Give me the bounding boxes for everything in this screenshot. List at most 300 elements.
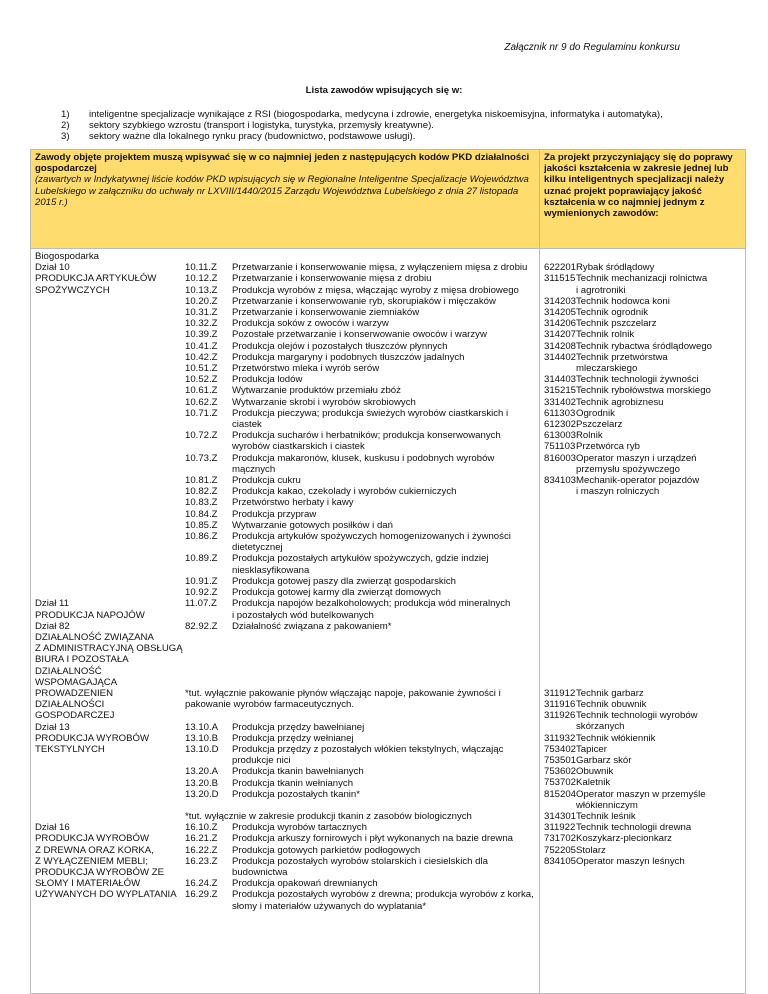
profession-code: 311912 [544, 687, 576, 699]
pkd-row [35, 733, 535, 744]
profession-name: Technik włókiennik [576, 732, 656, 744]
pkd-description: Produkcja makaronów, klusek, kuskusu i podobnych wyrobów mącznych [232, 452, 495, 475]
pkd-description: Produkcja przędzy z pozostałych włókien tekstylnych, włączając [232, 743, 504, 755]
profession-name: Pszczelarz [576, 419, 623, 431]
profession-row [544, 385, 741, 396]
division-label: BIURA I POZOSTAŁA [35, 654, 129, 666]
pkd-row [35, 755, 535, 766]
profession-row [544, 766, 741, 777]
division-label [35, 565, 185, 576]
profession-row [544, 744, 741, 755]
profession-row [544, 733, 741, 744]
pkd-description [232, 677, 535, 688]
pkd-row [35, 699, 535, 721]
pkd-code: 10.83.Z [185, 497, 218, 509]
pkd-description: Produkcja opakowań drewnianych [232, 878, 378, 890]
pkd-row [35, 285, 535, 296]
profession-row [544, 419, 741, 430]
division-label [35, 363, 185, 374]
profession-code: 613003 [544, 430, 577, 442]
profession-name: Ogrodnik [576, 407, 615, 419]
pkd-list-cell [31, 249, 540, 994]
pkd-code: 13.20.B [185, 777, 219, 789]
pkd-code: 13.20.D [185, 788, 219, 800]
pkd-code: 10.13.Z [185, 284, 218, 296]
pkd-description: Produkcja przędzy wełnianej [232, 732, 354, 744]
division-label [35, 576, 185, 587]
pkd-description: Produkcja pozostałych wyrobów z drewna; produkcja wyrobów z korka, [232, 889, 534, 901]
pkd-code [185, 565, 232, 576]
profession-code: 834103 [544, 475, 577, 487]
profession-name: Technik rybołówstwa morskiego [576, 385, 711, 397]
pkd-description: Produkcja artykułów spożywczych homogenizowanych i żywności [232, 531, 511, 543]
pkd-description: wyrobów ciastkarskich i ciastek [232, 441, 365, 453]
profession-row [544, 811, 741, 822]
pkd-code [185, 610, 232, 621]
profession-name: Przetwórca ryb [576, 441, 640, 453]
pkd-description: Produkcja gotowej karmy dla zwierząt domowych [232, 587, 442, 599]
profession-row [544, 464, 741, 475]
intro-list [61, 109, 701, 143]
profession-row [544, 430, 741, 441]
profession-name: Obuwnik [576, 766, 614, 778]
pkd-row [35, 666, 535, 677]
division-label [35, 587, 185, 598]
pkd-code: 13.10.D [185, 743, 219, 755]
pkd-row [35, 273, 535, 284]
pkd-description: Produkcja pozostałych wyrobów stolarskich i ciesielskich dla [232, 855, 488, 867]
division-label [35, 430, 185, 441]
pkd-row [35, 509, 535, 520]
profession-row [544, 318, 741, 329]
profession-code: 314206 [544, 318, 577, 330]
division-label: TEKSTYLNYCH [35, 743, 105, 755]
pkd-description: Produkcja sucharów i herbatników; produkcja konserwowanych [232, 430, 501, 442]
intro-item [61, 131, 701, 142]
profession-row [544, 845, 741, 856]
section-label: Biogospodarka [35, 251, 100, 262]
division-label: Dział 11 [35, 598, 69, 610]
pkd-code: 10.86.Z [185, 531, 218, 543]
profession-code: 815204 [544, 788, 577, 800]
pkd-row [35, 778, 535, 789]
pkd-description: Wytwarzanie skrobi i wyrobów skrobiowych [232, 396, 416, 408]
division-label [35, 475, 185, 486]
packaging-note: *tut. wyłącznie pakowanie płynów włączając napoje, pakowanie żywności i [185, 687, 501, 699]
profession-code: 816003 [544, 452, 577, 464]
profession-code [544, 721, 576, 732]
pkd-description: Przetwarzanie i konserwowanie ryb, skorupiaków i mięczaków [232, 295, 496, 307]
profession-code: 834105 [544, 855, 577, 867]
pkd-code: 10.62.Z [185, 396, 218, 408]
pkd-description: Produkcja pozostałych tkanin* [232, 788, 360, 800]
profession-name: i agrotroniki [576, 284, 626, 296]
pkd-code: 10.51.Z [185, 363, 218, 375]
profession-name: Technik ogrodnik [576, 307, 648, 318]
profession-name: Technik hodowca koni [576, 295, 670, 307]
profession-row [544, 397, 741, 408]
intro-item [61, 120, 701, 131]
profession-code: 314402 [544, 351, 577, 363]
pkd-row [35, 542, 535, 553]
pkd-code: 10.12.Z [185, 273, 218, 285]
profession-name: Technik rolnik [576, 329, 635, 341]
pkd-code: 10.92.Z [185, 587, 218, 599]
pkd-description: Produkcja gotowych parkietów podłogowych [232, 844, 421, 856]
pkd-row [35, 822, 535, 833]
pkd-code: 10.61.Z [185, 385, 218, 397]
profession-name: Rybak śródlądowy [576, 262, 655, 274]
profession-code [544, 363, 576, 374]
pkd-row [35, 553, 535, 564]
division-label [35, 397, 185, 408]
pkd-row [35, 374, 535, 385]
pkd-row [35, 576, 535, 587]
profession-name: Kaletnik [576, 777, 611, 789]
division-label: Z DREWNA ORAZ KORKA, [35, 844, 154, 856]
division-label [35, 329, 185, 340]
pkd-description: Produkcja wyrobów z mięsa, włączając wyroby z mięsa drobiowego [232, 284, 519, 296]
intro-item-number: 1) [61, 109, 70, 120]
division-label [35, 789, 185, 800]
pkd-description [232, 654, 535, 665]
profession-row [544, 721, 741, 732]
pkd-code: 10.52.Z [185, 374, 218, 386]
pkd-description: Przetwórstwo mleka i wyrób serów [232, 363, 380, 375]
pkd-description: Przetwarzanie i konserwowanie ziemniaków [232, 307, 420, 319]
division-label [35, 766, 185, 777]
pkd-code: 10.82.Z [185, 486, 218, 498]
profession-code: 753402 [544, 743, 577, 755]
profession-name: Operator maszyn i urządzeń [576, 452, 697, 464]
profession-name: Stolarz [576, 844, 606, 856]
division-label: Dział 16 [35, 822, 70, 834]
profession-name: Technik obuwnik [576, 699, 647, 711]
pkd-description: Produkcja cukru [232, 475, 301, 487]
profession-code: 311926 [544, 710, 576, 722]
pkd-description: Produkcja napojów bezalkoholowych; produkcja wód mineralnych [232, 598, 511, 610]
pkd-code: 10.91.Z [185, 575, 218, 587]
pkd-description: niesklasyfikowana [232, 564, 310, 576]
pkd-code [185, 441, 232, 452]
pkd-description: Działalność związana z pakowaniem* [232, 620, 392, 632]
pkd-row [35, 766, 535, 777]
division-label [35, 307, 185, 318]
textile-note: *tut. wyłącznie w zakresie produkcji tkanin z zasobów biologicznych [185, 810, 472, 822]
profession-name: Technik mechanizacji rolnictwa [576, 273, 708, 285]
division-label: DZIAŁALNOŚĆ [35, 665, 102, 677]
pkd-description: Produkcja przypraw [232, 508, 317, 520]
division-label: PROWADZENIEN [35, 687, 113, 699]
profession-row [544, 822, 741, 833]
profession-name: Technik pszczelarz [576, 318, 657, 330]
division-label [35, 553, 185, 564]
profession-row [544, 453, 741, 464]
pkd-code: 16.10.Z [185, 822, 218, 834]
division-label: DZIAŁALNOŚCI GOSPODARCZEJ [35, 699, 115, 722]
profession-code: 311922 [544, 822, 576, 834]
profession-name: Technik przetwórstwa [576, 351, 668, 363]
profession-code: 315215 [544, 385, 577, 397]
division-label: UŻYWANYCH DO WYPLATANIA [35, 889, 177, 901]
profession-name: skórzanych [576, 721, 625, 733]
profession-code: 314203 [544, 295, 577, 307]
pkd-row [35, 889, 535, 900]
profession-name: Technik agrobiznesu [576, 396, 664, 408]
pkd-code: 13.10.B [185, 732, 219, 744]
profession-row [544, 486, 741, 497]
profession-row [544, 408, 741, 419]
division-label [35, 509, 185, 520]
pkd-row [35, 598, 535, 609]
division-label [35, 778, 185, 789]
division-label [35, 542, 185, 553]
pkd-code: 16.24.Z [185, 878, 218, 890]
profession-row [544, 441, 741, 452]
profession-row [544, 856, 741, 867]
division-label [35, 296, 185, 307]
pkd-row [35, 744, 535, 755]
division-label [35, 520, 185, 531]
pkd-description: dietetycznej [232, 542, 283, 554]
profession-row [544, 777, 741, 788]
profession-name: Rolnik [576, 430, 603, 442]
pkd-row [35, 497, 535, 508]
division-label: SŁOMY I MATERIAŁÓW [35, 878, 141, 890]
pkd-description: Przetwarzanie i konserwowanie mięsa, z wyłączeniem mięsa z drobiu [232, 262, 528, 274]
pkd-code [185, 654, 232, 665]
profession-name: Operator maszyn w przemyśle [576, 788, 706, 800]
pkd-code: 10.73.Z [185, 452, 218, 464]
profession-code [544, 464, 576, 475]
pkd-description: Produkcja kakao, czekolady i wyrobów cukierniczych [232, 486, 457, 498]
profession-row [544, 475, 741, 486]
division-label: PRODUKCJA WYROBÓW ZE [35, 866, 164, 878]
profession-code [544, 800, 576, 811]
profession-row [544, 374, 741, 385]
pkd-code: 10.85.Z [185, 519, 218, 531]
pkd-description [232, 632, 535, 643]
pkd-description: słomy i materiałów używanych do wyplatania* [232, 900, 427, 912]
pkd-description: Produkcja olejów i pozostałych tłuszczów płynnych [232, 340, 448, 352]
intro-item-text: sektory szybkiego wzrostu (transport i logistyka, turystyka, przemysły kreatywne). [89, 120, 434, 132]
profession-code [544, 486, 576, 497]
pkd-row [35, 262, 535, 273]
pkd-description: Produkcja pozostałych artykułów spożywczych, gdzie indziej [232, 553, 489, 565]
pkd-description [232, 666, 535, 677]
pkd-code: 10.42.Z [185, 351, 218, 363]
intro-item-text: inteligentne specjalizacje wynikające z RSI (biogospodarka, medycyna i zdrowie, energetyka niskoemisyjna, informatyka i automatyka), [89, 109, 663, 120]
profession-name: przemysłu spożywczego [576, 463, 680, 475]
profession-name: mleczarskiego [576, 363, 638, 375]
pkd-code: 10.41.Z [185, 340, 218, 352]
pkd-code: 10.71.Z [185, 407, 218, 419]
pkd-code: 10.84.Z [185, 508, 218, 520]
division-label [35, 352, 185, 363]
profession-row [544, 307, 741, 318]
pkd-description: Produkcja wyrobów tartacznych [232, 822, 367, 834]
profession-row [544, 699, 741, 710]
profession-code [544, 285, 576, 296]
pkd-row [35, 363, 535, 374]
pkd-row [35, 901, 535, 912]
division-label: PRODUKCJA ARTYKUŁÓW [35, 273, 157, 285]
professions-header-cell: Za projekt przyczyniający się do poprawy jakości kształcenia w zakresie jednej lub kilku inteligentnych specjalizacji należy uznać projekt poprawiający jakość kształcenia w co najmniej jednym z wymienionych zawodów: [540, 150, 746, 249]
profession-row [544, 688, 741, 699]
pkd-row [35, 352, 535, 363]
division-label: Dział 82 [35, 620, 70, 632]
division-label: WSPOMAGAJĄCA [35, 676, 118, 688]
pkd-code [185, 901, 232, 912]
profession-code: 753501 [544, 755, 577, 767]
division-label [35, 453, 185, 475]
pkd-description: Produkcja lodów [232, 374, 303, 386]
division-label [35, 531, 185, 542]
pkd-row [35, 341, 535, 352]
list-title: Lista zawodów wpisujących się w: [305, 85, 463, 96]
pkd-header-bold: Zawody objęte projektem muszą wpisywać się w co najmniej jeden z następujących kodów PKD działalności gospodarczej [35, 152, 530, 175]
intro-item-number: 2) [61, 120, 70, 132]
pkd-row [35, 845, 535, 856]
packaging-note: pakowanie wyrobów farmaceutycznych. [185, 699, 355, 711]
pkd-row [35, 441, 535, 452]
pkd-row [35, 475, 535, 486]
profession-row [544, 296, 741, 307]
division-label: DZIAŁALNOŚĆ ZWIĄZANA [35, 631, 154, 643]
pkd-code [185, 542, 232, 553]
profession-code: 753702 [544, 777, 577, 789]
pkd-description: Przetwórstwo herbaty i kawy [232, 497, 354, 509]
profession-name: i maszyn rolniczych [576, 486, 660, 498]
profession-row [544, 789, 741, 800]
pkd-row [35, 833, 535, 844]
pkd-code: 13.20.A [185, 766, 219, 778]
profession-code: 314301 [544, 811, 577, 823]
profession-code: 731702 [544, 833, 577, 845]
pkd-header-italic: (zawartych w Indykatywnej liście kodów PKD wpisujących się w Regionalne Inteligentne Specjalizacje Województwa Lubelskiego w załączniku do uchwały nr LXVIII/1440/2015 Zarządu Województwa Lubelskiego z dnia 27 listopada 2015 r.) [35, 174, 529, 208]
profession-name: Technik technologii drewna [576, 822, 692, 834]
division-label: SPOŻYWCZYCH [35, 284, 110, 296]
pkd-description: Produkcja gotowej paszy dla zwierząt gospodarskich [232, 575, 456, 587]
pkd-row [35, 486, 535, 497]
pkd-row [35, 856, 535, 867]
profession-code: 314207 [544, 329, 577, 341]
pkd-row [35, 621, 535, 632]
pkd-row [35, 878, 535, 889]
profession-name: Technik leśnik [576, 811, 636, 823]
profession-row [544, 352, 741, 363]
profession-row [544, 273, 741, 284]
profession-code: 311932 [544, 732, 576, 744]
division-label: Dział 13 [35, 721, 70, 733]
pkd-description: Wytwarzanie produktów przemiału zbóż [232, 385, 401, 397]
profession-name: Technik technologii żywności [576, 374, 699, 386]
pkd-description: budownictwa [232, 866, 288, 878]
profession-row [544, 262, 741, 273]
profession-code: 314208 [544, 340, 577, 352]
pkd-description: Produkcja tkanin bawełnianych [232, 766, 364, 778]
profession-name: Tapicer [576, 743, 607, 755]
division-label [35, 341, 185, 352]
pkd-description: Wytwarzanie gotowych posiłków i dań [232, 519, 393, 531]
attachment-note: Załącznik nr 9 do Regulaminu konkursu [504, 42, 680, 53]
pkd-code [185, 677, 232, 688]
profession-code: 611303 [544, 407, 576, 419]
profession-code: 314403 [544, 374, 577, 386]
profession-code: 311916 [544, 699, 576, 711]
division-label: Dział 10 [35, 262, 70, 274]
profession-name: Mechanik-operator pojazdów [576, 475, 700, 487]
pkd-code: 11.07.Z [185, 598, 217, 610]
profession-name: Technik garbarz [576, 687, 644, 699]
pkd-code [185, 632, 232, 643]
pkd-description: i pozostałych wód butelkowanych [232, 609, 374, 621]
pkd-code [185, 666, 232, 677]
pkd-row [35, 688, 535, 699]
pkd-description: Przetwarzanie i konserwowanie mięsa z drobiu [232, 273, 432, 285]
profession-row [544, 755, 741, 766]
pkd-row [35, 296, 535, 307]
pkd-row [35, 677, 535, 688]
profession-code: 314205 [544, 307, 577, 318]
pkd-description: Pozostałe przetwarzanie i konserwowanie owoców i warzyw [232, 329, 487, 341]
pkd-description: Produkcja przędzy bawełnianej [232, 721, 365, 733]
pkd-description: produkcje nici [232, 755, 291, 767]
pkd-code: 16.23.Z [185, 855, 218, 867]
pkd-header-cell [31, 150, 540, 249]
profession-code: 622201 [544, 262, 577, 274]
pkd-row [35, 632, 535, 643]
pkd-row [35, 789, 535, 800]
pkd-row [35, 722, 535, 733]
pkd-code: 10.32.Z [185, 318, 218, 330]
profession-row [544, 329, 741, 340]
pkd-code: 10.89.Z [185, 553, 218, 565]
intro-item-text: sektory ważne dla lokalnego rynku pracy (budownictwo, podstawowe usługi). [89, 131, 416, 143]
intro-item-number: 3) [61, 131, 70, 143]
profession-name: Garbarz skór [576, 755, 632, 767]
pkd-row [35, 587, 535, 598]
pkd-description: Produkcja margaryny i podobnych tłuszczów jadalnych [232, 351, 465, 363]
pkd-code [185, 755, 232, 766]
pkd-code: 10.72.Z [185, 430, 218, 442]
profession-row [544, 833, 741, 844]
pkd-code: 16.22.Z [185, 844, 218, 856]
pkd-code: 10.11.Z [185, 262, 217, 274]
pkd-row [35, 520, 535, 531]
division-label: Z ADMINISTRACYJNĄ OBSŁUGĄ [35, 643, 183, 655]
pkd-code: 13.10.A [185, 721, 219, 733]
pkd-row [35, 385, 535, 396]
division-label [35, 901, 185, 912]
profession-name: włókienniczym [576, 799, 638, 811]
pkd-description: Produkcja pieczywa; produkcja świeżych wyrobów ciastkarskich i ciastek [232, 407, 509, 431]
pkd-row [35, 565, 535, 576]
pkd-code: 10.31.Z [185, 307, 218, 319]
pkd-row [35, 610, 535, 621]
profession-row [544, 800, 741, 811]
division-label [35, 497, 185, 508]
profession-code: 751103 [544, 441, 576, 453]
profession-row [544, 341, 741, 352]
pkd-row [35, 408, 535, 430]
intro-item [61, 109, 701, 120]
pkd-code: 10.81.Z [185, 475, 218, 487]
pkd-row [35, 397, 535, 408]
profession-name: Operator maszyn leśnych [576, 855, 685, 867]
pkd-row [35, 307, 535, 318]
pkd-row [35, 867, 535, 878]
